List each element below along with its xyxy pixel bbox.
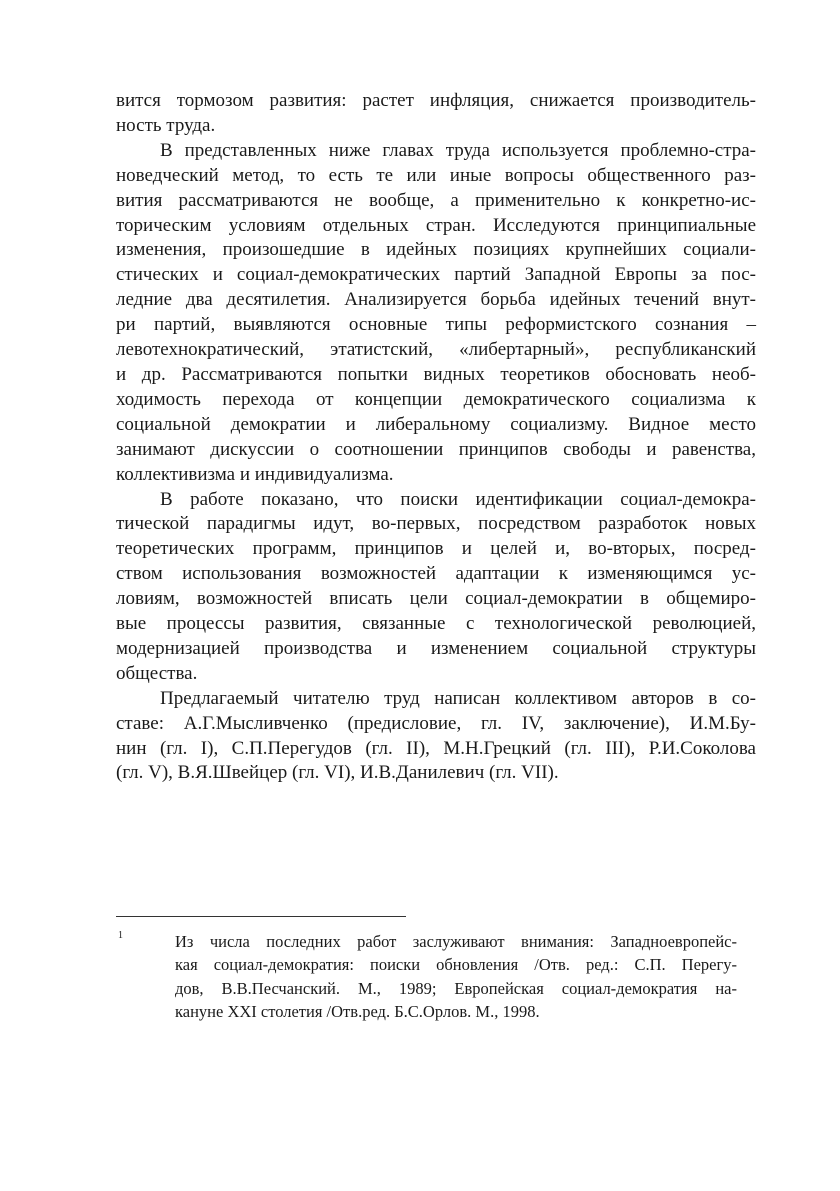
text-line: занимают дискуссии о соотношении принципов свободы и равенства, <box>116 438 756 460</box>
footnote-line: кая социал-демократия: поиски обновления /Отв. ред.: С.П. Перегу- <box>175 955 737 975</box>
text-line: теоретических программ, принципов и целей и, во-вторых, посред- <box>116 538 756 560</box>
paragraph-1 <box>116 89 756 139</box>
text-line: В представленных ниже главах труда используется проблемно-стра- <box>160 139 756 161</box>
text-line: ставе: А.Г.Мысливченко (предисловие, гл. IV, заключение), И.М.Бу- <box>116 712 756 734</box>
text-line: ри партий, выявляются основные типы реформистского сознания – <box>116 314 756 336</box>
footnote-line: кануне XXI столетия /Отв.ред. Б.С.Орлов. М., 1998. <box>175 1001 540 1021</box>
text-line: изменения, произошедшие в идейных позициях крупнейших социали- <box>116 239 756 261</box>
text-line: ходимость перехода от концепции демократического социализма к <box>116 388 756 410</box>
footnote-line: Из числа последних работ заслуживают внимания: Западноевропейс- <box>175 932 737 951</box>
paragraph-2 <box>116 139 756 488</box>
text-line: стических и социал-демократических партий Западной Европы за пос- <box>116 264 756 286</box>
text-line: новедческий метод, то есть те или иные вопросы общественного раз- <box>116 164 756 186</box>
text-line: вития рассматриваются не вообще, а применительно к конкретно-ис- <box>116 189 756 211</box>
text-line: модернизацией производства и изменением социальной структуры <box>116 637 756 659</box>
text-line: коллективизма и индивидуализма. <box>116 463 394 485</box>
text-line: ность труда. <box>116 114 216 136</box>
text-line: ловиям, возможностей вписать цели социал-демократии в общемиро- <box>116 588 756 610</box>
text-line: левотехнократический, этатистский, «либертарный», республиканский <box>116 339 756 361</box>
text-line: вится тормозом развития: растет инфляция, снижается производитель- <box>116 90 756 111</box>
text-line: вые процессы развития, связанные с технологической революцией, <box>116 613 756 635</box>
footnote-line: дов, В.В.Песчанский. М., 1989; Европейская социал-демократия на- <box>175 978 737 998</box>
text-line: ством использования возможностей адаптации к изменяющимся ус- <box>116 563 756 585</box>
paragraph-3 <box>116 488 756 687</box>
text-line: тической парадигмы идут, во-первых, посредством разработок новых <box>116 513 756 535</box>
text-line: В работе показано, что поиски идентификации социал-демокра- <box>160 488 756 510</box>
footnote-separator <box>116 916 406 917</box>
text-line: торическим условиям отдельных стран. Исследуются принципиальные <box>116 214 756 236</box>
body-text <box>116 89 756 786</box>
text-line: (гл. V), В.Я.Швейцер (гл. VI), И.В.Данилевич (гл. VII). <box>116 762 559 784</box>
text-line: общества. <box>116 662 198 684</box>
text-line: ледние два десятилетия. Анализируется борьба идейных течений внут- <box>116 289 756 311</box>
footnote-mark: 1 <box>118 930 123 941</box>
paragraph-4 <box>116 687 756 787</box>
text-line: нин (гл. I), С.П.Перегудов (гл. II), М.Н.Грецкий (гл. III), Р.И.Соколова <box>116 737 756 759</box>
text-line: социальной демократии и либеральному социализму. Видное место <box>116 413 756 435</box>
text-line: Предлагаемый читателю труд написан коллективом авторов в со- <box>160 687 756 709</box>
footnote-text <box>175 930 737 1023</box>
text-line: и др. Рассматриваются попытки видных теоретиков обосновать необ- <box>116 363 756 385</box>
